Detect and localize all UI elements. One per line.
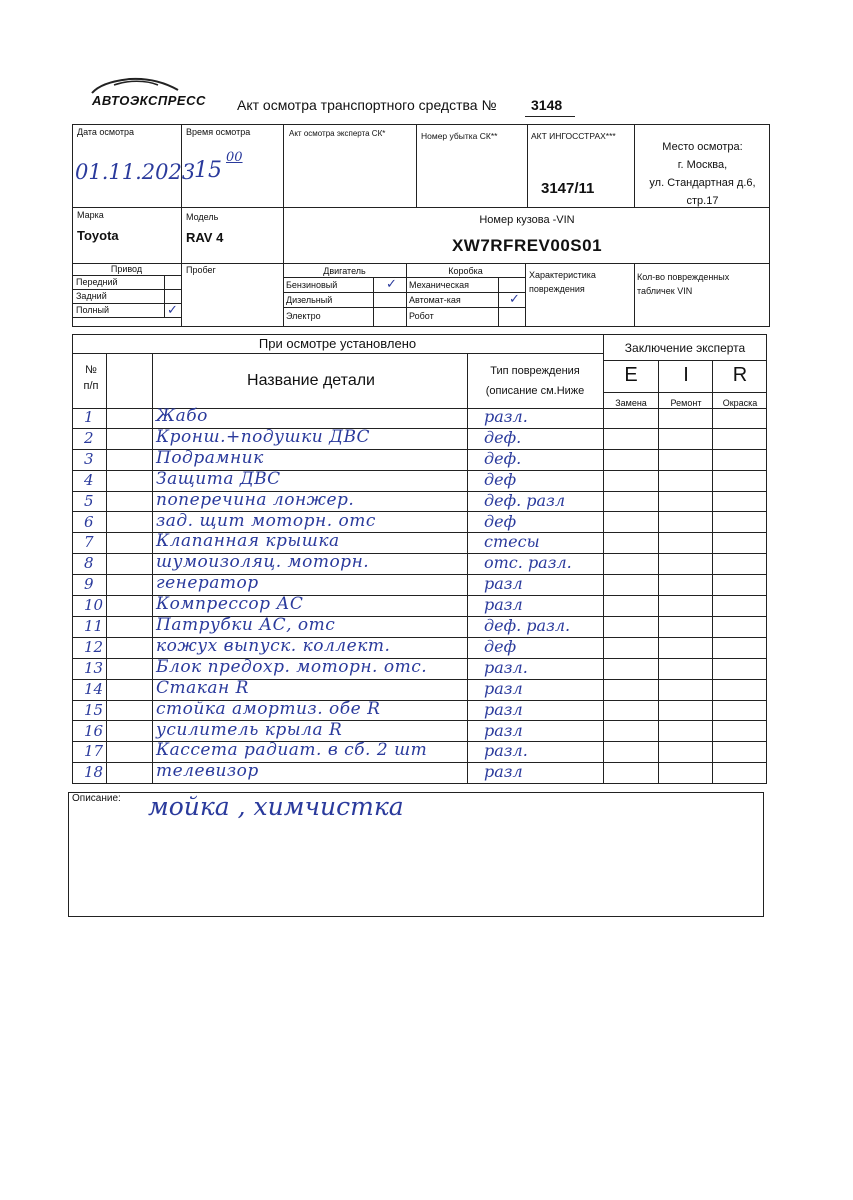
row-number: 11 xyxy=(84,617,104,635)
table-row xyxy=(72,656,767,680)
table-row xyxy=(72,447,767,471)
loss-number-label: Номер убытка СК** xyxy=(421,131,498,141)
date-label: Дата осмотра xyxy=(77,127,135,137)
gearbox-robot: Робот xyxy=(409,311,434,321)
part-name: генератор xyxy=(156,573,259,594)
part-name: Подрамник xyxy=(156,447,264,468)
row-number: 1 xyxy=(84,408,94,426)
table-row xyxy=(72,677,767,701)
description-value: мойка , химчистка xyxy=(148,792,404,821)
part-name: Кассета радиат. в сб. 2 шт xyxy=(156,740,428,761)
part-name: Кронш.+подушки ДВС xyxy=(156,426,370,447)
row-number: 10 xyxy=(84,596,104,615)
time-minutes: 00 xyxy=(226,150,243,165)
engine-diesel: Дизельный xyxy=(286,295,333,305)
description-label: Описание: xyxy=(72,793,121,804)
findings-title: При осмотре установлено xyxy=(258,336,417,351)
col-type-header-2: (описание см.Ниже xyxy=(485,385,585,397)
damage-type: деф xyxy=(484,511,517,531)
table-row xyxy=(72,554,767,575)
row-number: 3 xyxy=(84,449,94,468)
col-e-header: E xyxy=(624,364,638,386)
damage-type: стесы xyxy=(484,532,540,552)
part-name: Жабо xyxy=(156,406,208,426)
damage-type: разл xyxy=(484,574,523,594)
place-line1: г. Москва, xyxy=(677,159,728,171)
logo-text: АВТОЭКСПРЕСС xyxy=(92,93,206,108)
row-number: 14 xyxy=(84,679,104,698)
row-number: 2 xyxy=(84,428,94,447)
table-row xyxy=(72,468,767,492)
make-value: Toyota xyxy=(77,228,119,243)
part-name: поперечина лонжер. xyxy=(156,489,355,510)
table-row xyxy=(72,408,767,429)
engine-label: Двигатель xyxy=(323,266,366,276)
row-number: 17 xyxy=(84,742,104,761)
damage-type: разл. xyxy=(484,741,528,761)
drive-label: Привод xyxy=(110,264,143,274)
part-name: Стакан R xyxy=(156,677,249,698)
part-name: шумоизоляц. моторн. xyxy=(156,552,370,573)
part-name: стойка амортиз. обе R xyxy=(156,698,381,719)
damage-type: разл xyxy=(484,678,523,698)
table-row xyxy=(72,426,767,450)
engine-petrol-check: ✓ xyxy=(386,276,397,291)
damage-type: отс. разл. xyxy=(484,553,572,573)
expert-title: Заключение эксперта xyxy=(624,341,746,355)
drive-front: Передний xyxy=(76,277,118,287)
place-line3: стр.17 xyxy=(686,195,719,207)
table-row xyxy=(72,533,767,554)
table-row xyxy=(72,510,767,534)
row-number: 16 xyxy=(84,721,104,740)
col-i-header: I xyxy=(683,364,689,386)
act-number: 3148 xyxy=(531,97,563,113)
gearbox-auto: Автомат-кая xyxy=(409,295,461,305)
damage-type: деф. xyxy=(484,448,522,468)
row-number: 15 xyxy=(84,700,104,719)
table-row xyxy=(72,575,767,596)
table-row xyxy=(72,742,767,763)
make-label: Марка xyxy=(77,210,104,220)
row-number: 7 xyxy=(84,533,94,552)
table-row xyxy=(72,719,767,743)
time-value: 15 xyxy=(194,158,222,183)
page-title: Акт осмотра транспортного средства № xyxy=(237,97,497,113)
col-r-header: R xyxy=(732,364,748,386)
place-label: Место осмотра: xyxy=(662,141,743,153)
table-row xyxy=(72,617,767,638)
col-type-header-1: Тип повреждения xyxy=(490,365,580,377)
col-paint-header: Окраска xyxy=(722,398,758,408)
part-name: Патрубки АС, отс xyxy=(156,615,336,635)
damage-type: разл xyxy=(484,699,523,719)
col-repair-header: Ремонт xyxy=(670,398,702,408)
damage-type: деф xyxy=(484,636,517,656)
gearbox-label: Коробка xyxy=(448,266,483,276)
part-name: Клапанная крышка xyxy=(156,531,340,552)
part-name: кожух выпуск. коллект. xyxy=(156,635,391,656)
damage-type: разл. xyxy=(484,657,528,677)
damage-type: деф. разл. xyxy=(484,616,571,635)
plates-label: Кол-во поврежденных табличек VIN xyxy=(637,272,730,296)
damage-type: разл xyxy=(484,595,523,615)
engine-petrol: Бензиновый xyxy=(286,280,338,290)
part-name: Блок предохр. моторн. отс. xyxy=(156,656,428,677)
ingos-value: 3147/11 xyxy=(541,180,595,197)
damage-char-label: Характеристика повреждения xyxy=(529,270,596,294)
vin-label: Номер кузова -VIN xyxy=(479,214,575,226)
row-number: 6 xyxy=(84,512,94,531)
part-name: усилитель крыла R xyxy=(156,719,343,740)
damage-type: деф xyxy=(484,469,517,489)
row-number: 9 xyxy=(84,575,94,594)
mileage-label: Пробег xyxy=(186,265,216,275)
engine-electro: Электро xyxy=(286,311,321,321)
drive-full: Полный xyxy=(76,305,109,315)
table-row xyxy=(72,698,767,722)
row-number: 5 xyxy=(84,491,94,510)
company-logo xyxy=(88,76,206,112)
model-label: Модель xyxy=(186,212,219,222)
damage-type: деф. разл xyxy=(484,490,565,510)
part-name: Защита ДВС xyxy=(156,468,281,489)
vin-value: XW7RFREV00S01 xyxy=(451,236,603,255)
time-label: Время осмотра xyxy=(186,127,251,137)
col-part-header: Название детали xyxy=(247,372,375,389)
damage-type: деф. xyxy=(484,427,522,447)
drive-rear: Задний xyxy=(76,291,107,301)
damage-type: разл xyxy=(484,720,523,740)
row-number: 18 xyxy=(84,763,104,782)
part-name: зад. щит моторн. отс xyxy=(156,510,376,531)
date-value: 01.11.2023 xyxy=(75,160,196,184)
model-value: RAV 4 xyxy=(186,230,224,245)
col-replace-header: Замена xyxy=(615,398,647,408)
damage-type: разл. xyxy=(484,407,528,426)
row-number: 13 xyxy=(84,658,104,677)
gearbox-manual: Механическая xyxy=(409,280,470,290)
table-row xyxy=(72,635,767,659)
gearbox-auto-check: ✓ xyxy=(509,291,520,306)
ingos-label: АКТ ИНГОССТРАХ*** xyxy=(531,131,616,141)
table-row xyxy=(72,489,767,513)
row-number: 8 xyxy=(84,554,94,573)
expert-act-label: Акт осмотра эксперта СК* xyxy=(289,129,386,138)
drive-full-check: ✓ xyxy=(167,302,178,317)
table-row xyxy=(72,763,767,784)
row-number: 12 xyxy=(84,637,104,656)
col-num-header: № п/п xyxy=(83,364,99,392)
damage-type: разл xyxy=(484,762,523,782)
row-number: 4 xyxy=(84,470,94,489)
place-line2: ул. Стандартная д.6, xyxy=(649,177,756,189)
part-name: телевизор xyxy=(156,761,259,782)
part-name: Компрессор АС xyxy=(156,594,304,615)
table-row xyxy=(72,596,767,617)
